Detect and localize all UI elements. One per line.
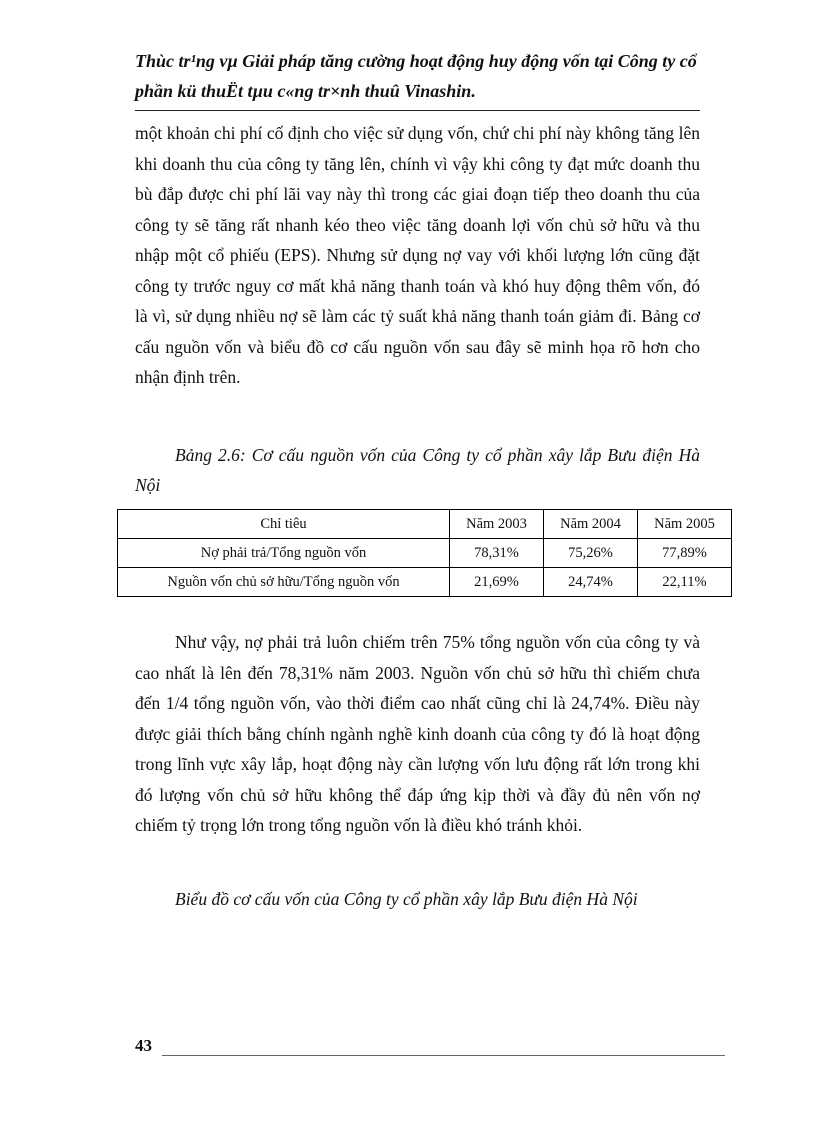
table-row (118, 539, 732, 568)
table-caption: Bảng 2.6: Cơ cấu nguồn vốn của Công ty cổ phần xây lắp Bưu điện Hà Nội (135, 445, 700, 495)
capital-structure-table (117, 509, 732, 597)
table-cell: 22,11% (638, 568, 732, 597)
running-header: Thùc tr¹ng vµ Giải pháp tăng cường hoạt động huy động vốn tại Công ty cổ phần kü thuËt tµu c«ng tr×nh thuû Vinashin. (135, 51, 697, 101)
body-paragraph-2: Như vậy, nợ phải trả luôn chiếm trên 75% tổng nguồn vốn của công ty và cao nhất là lên đến 78,31% năm 2003. Nguồn vốn chủ sở hữu thì chiếm chưa đến 1/4 tổng nguồn vốn, vào thời điểm cao nhất cũng chỉ là 24,74%. Điều này được giải thích bằng chính ngành nghề kinh doanh của công ty đó là hoạt động trong lĩnh vực xây lắp, hoạt động này cần lượng vốn lưu động rất lớn trong khi đó lượng vốn chủ sở hữu không thể đáp ứng kịp thời và đầy đủ nên vốn nợ chiếm tỷ trọng lớn trong tổng nguồn vốn là điều khó tránh khỏi. (135, 632, 700, 835)
table-cell: 75,26% (544, 539, 638, 568)
header-divider (135, 110, 700, 111)
table-header-row (118, 510, 732, 539)
table-row (118, 568, 732, 597)
table-cell: 21,69% (450, 568, 544, 597)
table-cell: 78,31% (450, 539, 544, 568)
header-cell: Năm 2004 (544, 510, 638, 539)
body-paragraph-1: một khoản chi phí cố định cho việc sử dụng vốn, chứ chi phí này không tăng lên khi doanh thu của công ty tăng lên, chính vì vậy khi công ty đạt mức doanh thu bù đắp được chi phí lãi vay này thì trong các giai đoạn tiếp theo doanh thu của công ty sẽ tăng rất nhanh kéo theo việc tăng doanh lợi vốn chủ sở hữu và thu nhập một cổ phiếu (EPS). Nhưng sử dụng nợ vay với khối lượng lớn cũng đặt công ty trước nguy cơ mất khả năng thanh toán và khó huy động thêm vốn, đó là vì, sử dụng nhiều nợ sẽ làm các tỷ suất khả năng thanh toán giảm đi. Bảng cơ cấu nguồn vốn và biểu đồ cơ cấu nguồn vốn sau đây sẽ minh họa rõ hơn cho nhận định trên. (135, 123, 700, 387)
header-cell: Năm 2003 (450, 510, 544, 539)
chart-caption: Biểu đồ cơ cấu vốn của Công ty cổ phần xây lắp Bưu điện Hà Nội (175, 889, 638, 909)
header-cell: Năm 2005 (638, 510, 732, 539)
table-cell: Nguồn vốn chủ sở hữu/Tổng nguồn vốn (118, 568, 450, 597)
table-cell: 77,89% (638, 539, 732, 568)
page-number: 43 (135, 1036, 152, 1055)
header-cell: Chỉ tiêu (118, 510, 450, 539)
table-cell: Nợ phải trả/Tổng nguồn vốn (118, 539, 450, 568)
table-cell: 24,74% (544, 568, 638, 597)
footer-divider (162, 1055, 725, 1056)
